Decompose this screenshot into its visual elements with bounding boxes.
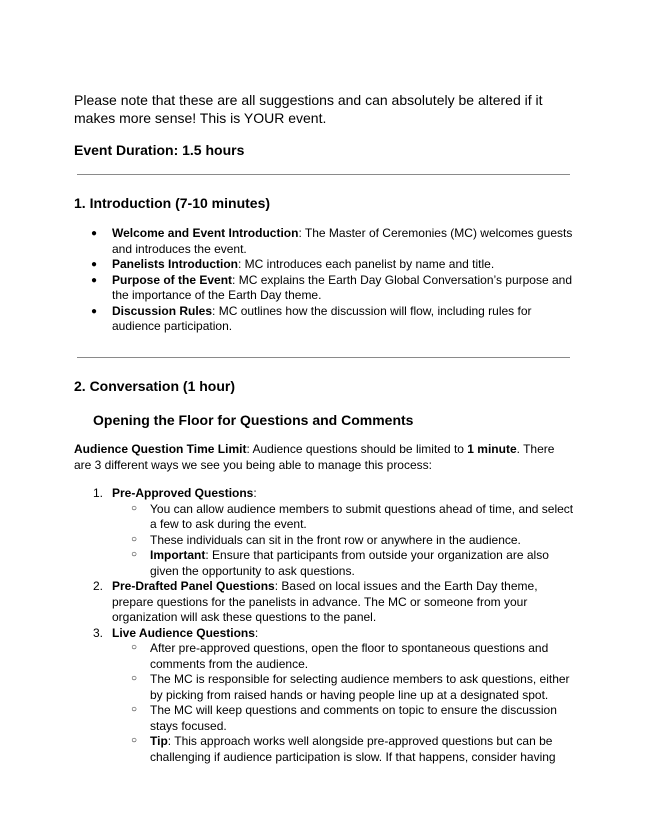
divider-1 [77,174,570,175]
sub-item-text: : This approach works well alongside pre-approved questions but can be challenging if audience participation is slow. If that happens, consider having [150,734,556,764]
sub-list-item [112,548,574,579]
bullet-marker: ● [91,259,98,270]
list-item [74,486,574,579]
list-item [74,579,574,626]
sub-item-text: The MC is responsible for selecting audience members to ask questions, either by picking from raised hands or having people line up at a designated spot. [150,672,570,702]
time-limit-value: 1 minute [467,442,517,456]
sub-item-text: The MC will keep questions and comments on topic to ensure the discussion stays focused. [150,703,557,733]
section-introduction-heading: 1. Introduction (7-10 minutes) [74,195,271,211]
bullet-marker: ● [91,228,98,239]
sub-bullet-marker: ○ [131,533,138,545]
time-limit-paragraph [74,442,574,473]
sub-item-title: Tip [150,734,168,748]
introduction-list [74,226,574,335]
list-number: 1. [93,486,104,500]
item-title: Pre-Approved Questions [112,486,254,500]
list-item [74,626,574,766]
item-text: : The Master of Ceremonies (MC) welcomes guests and introduces the event. [112,226,573,256]
sub-list-item [112,533,574,549]
sub-item-text: After pre-approved questions, open the floor to spontaneous questions and comments from the audience. [150,641,549,671]
sub-list [112,502,574,580]
sub-bullet-marker: ○ [131,735,138,746]
intro-paragraph: Please note that these are all suggestions and can absolutely be altered if it makes more sense! This is YOUR event. [74,92,543,126]
sub-list-item [112,641,574,672]
item-title: Pre-Drafted Panel Questions [112,579,275,593]
item-text: : MC explains the Earth Day Global Conversation’s purpose and the importance of the Earth Day theme. [112,272,572,302]
sub-list-item [112,502,574,533]
list-item [74,273,574,304]
item-title: Live Audience Questions [112,625,255,640]
sub-bullet-marker: ○ [131,704,138,715]
item-title: Purpose of the Event [112,272,233,287]
item-title: Discussion Rules [112,303,213,318]
item-text: : [253,486,257,500]
item-text: : Based on local issues and the Earth Day theme, prepare questions for the panelists in advance. The MC or someone from your organization will ask these questions to the panel. [112,579,538,624]
item-text: : MC introduces each panelist by name and title. [238,257,495,271]
time-limit-text-end: . There are 3 different ways we see you being able to manage this process: [74,442,555,472]
sub-item-text: You can allow audience members to submit questions ahead of time, and select a few to ask during the event. [150,501,574,531]
time-limit-text: : Audience questions should be limited to [246,442,468,456]
item-text: : MC outlines how the discussion will flow, including rules for audience participation. [112,303,532,333]
sub-list-item [112,734,574,765]
sub-item-title: Important [150,548,206,562]
list-number: 3. [93,625,104,640]
divider-2 [77,357,570,358]
sub-bullet-marker: ○ [131,642,138,653]
sub-list [112,641,574,765]
sub-bullet-marker: ○ [131,502,138,514]
item-text: : [254,625,259,640]
item-title: Welcome and Event Introduction [112,226,299,240]
time-limit-title: Audience Question Time Limit [74,442,247,456]
list-item [74,304,574,335]
list-item [74,257,574,273]
section-conversation-heading: 2. Conversation (1 hour) [74,378,236,394]
question-methods-list [74,486,574,765]
sub-bullet-marker: ○ [131,673,138,684]
list-number: 2. [93,579,104,593]
sub-item-text: : Ensure that participants from outside your organization are also given the opportunity to ask questions. [150,548,549,578]
item-title: Panelists Introduction [112,257,239,271]
opening-floor-subheading: Opening the Floor for Questions and Comments [93,412,414,428]
list-item [74,226,574,257]
sub-bullet-marker: ○ [131,549,138,560]
event-duration-heading: Event Duration: 1.5 hours [74,142,245,158]
sub-list-item [112,703,574,734]
bullet-marker: ● [91,274,98,286]
bullet-marker: ● [91,305,98,317]
sub-list-item [112,672,574,703]
sub-item-text: These individuals can sit in the front row or anywhere in the audience. [150,532,521,547]
